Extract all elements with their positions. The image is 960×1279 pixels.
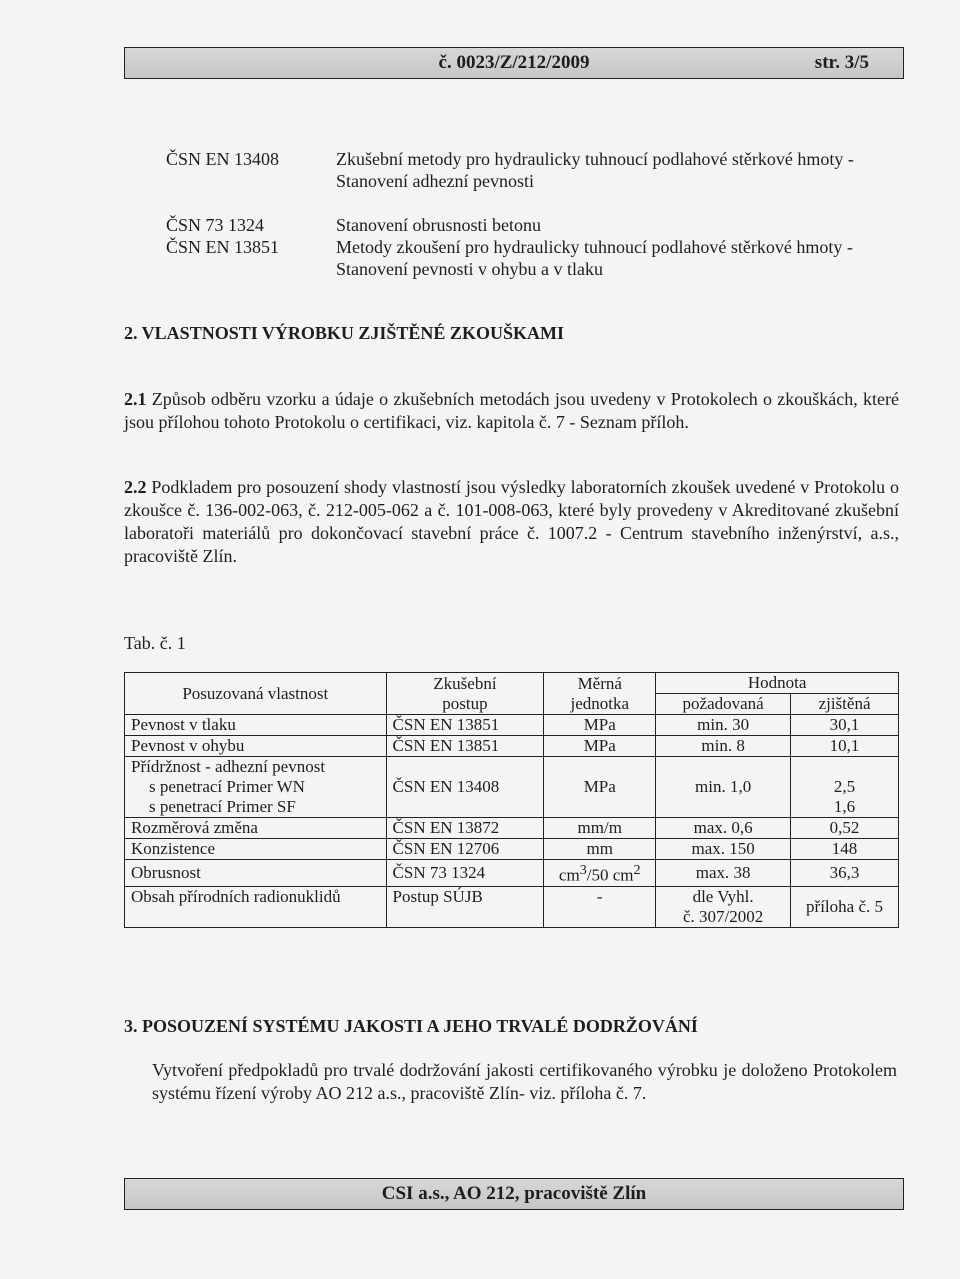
header-value: Hodnota	[656, 673, 899, 694]
cell-unit: MPa	[544, 757, 656, 818]
paragraph-number: 2.1	[124, 389, 147, 409]
unit-exponent: 3	[579, 862, 587, 878]
cell-property: Rozměrová změna	[125, 818, 387, 839]
adhesion-variant-sf: s penetrací Primer SF	[149, 797, 296, 816]
cell-method: ČSN EN 13872	[386, 818, 544, 839]
page-footer	[124, 1178, 904, 1210]
cell-unit	[544, 860, 656, 887]
standard-code: ČSN 73 1324	[166, 215, 265, 235]
cell-unit: MPa	[544, 736, 656, 757]
section-3-text: Vytvoření předpokladů pro trvalé dodržování jakosti certifikovaného výrobku je doloženo Protokolem systému řízení výroby AO 212 a.s., pracoviště Zlín- viz. příloha č. 7.	[152, 1060, 897, 1103]
paragraph-text: Podkladem pro posouzení shody vlastností jsou výsledky laboratorních zkoušek uvedené v Protokolu o zkoušce č. 136-002-063, č. 212-005-062 a č. 101-008-063, které byly provedeny v Akreditované zkušební laboratoři materiálů pro dokončovací stavební práce č. 1007.2 - Centrum stavebního inženýrství, a.s., pracoviště Zlín.	[124, 477, 900, 566]
cell-required: max. 0,6	[656, 818, 791, 839]
cell-required	[656, 886, 791, 927]
standard-description: Zkušební metody pro hydraulicky tuhnoucí podlahové stěrkové hmoty - Stanovení adhezní pevnosti	[336, 149, 854, 191]
header-unit-line2: jednotka	[570, 693, 630, 713]
cell-unit: mm	[544, 839, 656, 860]
header-found: zjištěná	[791, 694, 899, 715]
cell-property	[125, 757, 387, 818]
cell-method: ČSN EN 12706	[386, 839, 544, 860]
cell-found: 148	[791, 839, 899, 860]
header-method	[386, 673, 544, 715]
cell-property: Obrusnost	[125, 860, 387, 887]
table-row-adhesion	[125, 757, 899, 818]
page-header	[124, 47, 904, 79]
header-method-line1: Zkušební	[433, 673, 497, 693]
section-2-heading: 2. VLASTNOSTI VÝROBKU ZJIŠTĚNÉ ZKOUŠKAMI	[124, 323, 564, 343]
cell-method: ČSN EN 13851	[386, 736, 544, 757]
unit-exponent: 2	[633, 862, 641, 878]
found-sf: 1,6	[833, 797, 856, 816]
cell-required: min. 30	[656, 715, 791, 736]
header-property: Posuzovaná vlastnost	[125, 673, 387, 715]
paragraph-2-2	[124, 476, 899, 568]
cell-method: Postup SÚJB	[386, 886, 544, 927]
cell-method: ČSN 73 1324	[386, 860, 544, 887]
header-unit-line1: Měrná	[577, 673, 622, 693]
header-method-line2: postup	[442, 693, 488, 713]
standard-code: ČSN EN 13851	[166, 237, 280, 257]
table-row	[125, 736, 899, 757]
cell-required: min. 8	[656, 736, 791, 757]
cell-required: max. 150	[656, 839, 791, 860]
cell-required: min. 1,0	[656, 757, 791, 818]
unit-part: cm	[558, 865, 580, 885]
found-wn: 2,5	[833, 777, 856, 796]
cell-found	[791, 757, 899, 818]
table-row	[125, 715, 899, 736]
footer-text: CSI a.s., AO 212, pracoviště Zlín	[381, 1183, 647, 1204]
header-unit	[544, 673, 656, 715]
results-table	[124, 672, 899, 928]
document-number: č. 0023/Z/212/2009	[438, 52, 590, 73]
cell-found: 10,1	[791, 736, 899, 757]
standard-description: Metody zkoušení pro hydraulicky tuhnoucí podlahové stěrkové hmoty - Stanovení pevnosti v ohybu a v tlaku	[336, 237, 853, 279]
cell-found: 36,3	[791, 860, 899, 887]
cell-unit: MPa	[544, 715, 656, 736]
cell-property: Pevnost v tlaku	[125, 715, 387, 736]
cell-unit: -	[544, 886, 656, 927]
required-line1: dle Vyhl.	[692, 886, 754, 906]
table-row	[125, 839, 899, 860]
cell-found: 30,1	[791, 715, 899, 736]
cell-property: Obsah přírodních radionuklidů	[125, 886, 387, 927]
cell-method: ČSN EN 13408	[386, 757, 544, 818]
adhesion-title: Přídržnost - adhezní pevnost	[131, 757, 326, 776]
table-caption: Tab. č. 1	[124, 633, 186, 653]
cell-found: 0,52	[791, 818, 899, 839]
table-row	[125, 860, 899, 887]
header-required: požadovaná	[656, 694, 791, 715]
page-number: str. 3/5	[814, 52, 869, 73]
standard-description: Stanovení obrusnosti betonu	[336, 215, 541, 235]
paragraph-text: Způsob odběru vzorku a údaje o zkušebních metodách jsou uvedeny v Protokolech o zkouškách, které jsou přílohou tohoto Protokolu o certifikaci, viz. kapitola č. 7 - Seznam příloh.	[124, 389, 899, 432]
standard-code: ČSN EN 13408	[166, 149, 280, 169]
cell-property: Pevnost v ohybu	[125, 736, 387, 757]
cell-found: příloha č. 5	[791, 886, 899, 927]
section-3-heading: 3. POSOUZENÍ SYSTÉMU JAKOSTI A JEHO TRVALÉ DODRŽOVÁNÍ	[124, 1016, 698, 1036]
unit-part: /50 cm	[586, 865, 634, 885]
cell-method: ČSN EN 13851	[386, 715, 544, 736]
cell-unit: mm/m	[544, 818, 656, 839]
adhesion-variant-wn: s penetrací Primer WN	[149, 777, 305, 796]
required-line2: č. 307/2002	[682, 906, 764, 926]
table-header-row	[125, 673, 899, 694]
cell-required: max. 38	[656, 860, 791, 887]
paragraph-number: 2.2	[124, 477, 147, 497]
cell-property: Konzistence	[125, 839, 387, 860]
table-row	[125, 886, 899, 927]
table-row	[125, 818, 899, 839]
paragraph-2-1	[124, 388, 899, 434]
